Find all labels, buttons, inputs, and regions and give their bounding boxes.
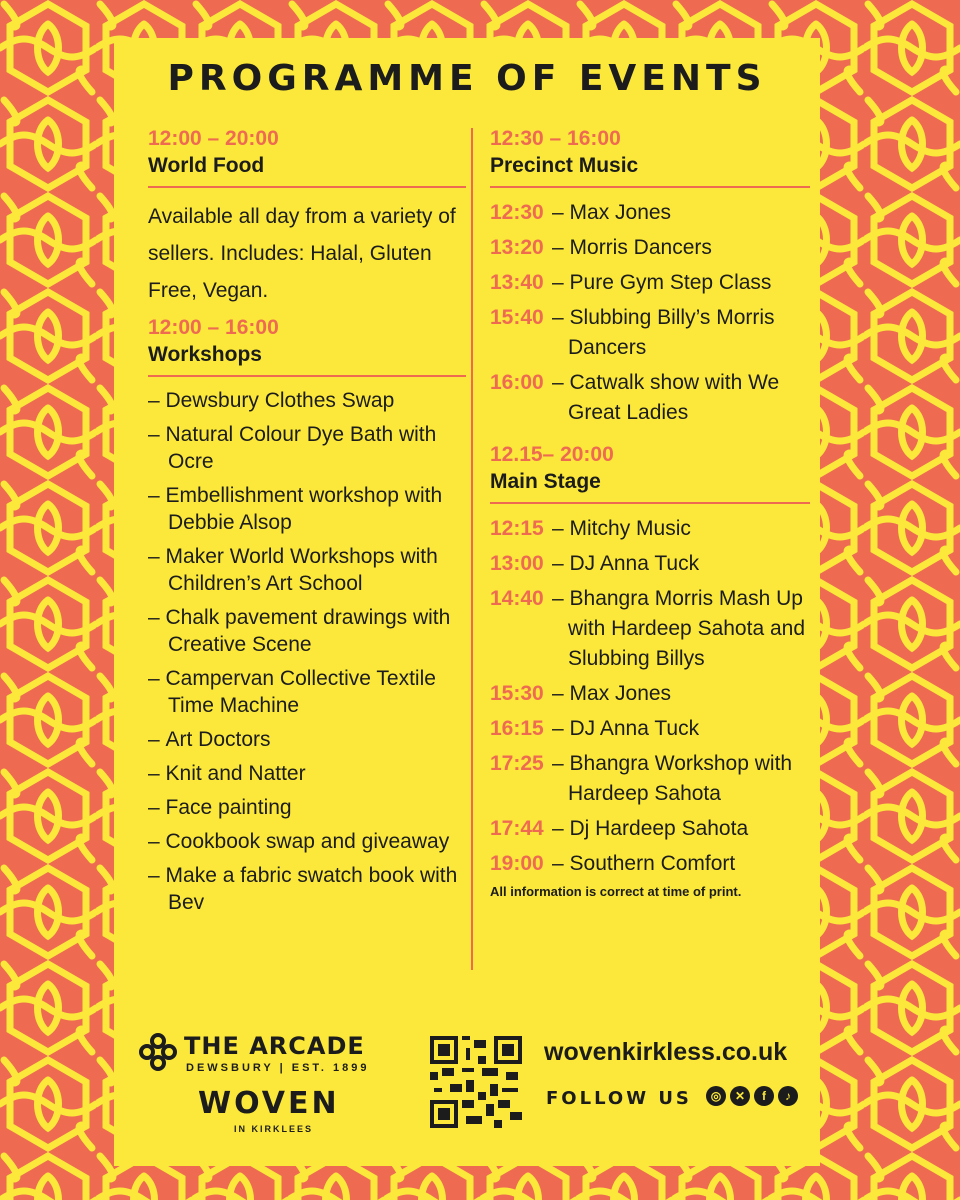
page-title: PROGRAMME OF EVENTS: [167, 58, 767, 99]
schedule-act: – Slubbing Billy’s Morris Dancers: [552, 303, 810, 363]
main-stage-heading: Main Stage: [490, 470, 601, 493]
schedule-time: 16:15: [490, 717, 544, 740]
workshop-item: – Art Doctors: [148, 726, 466, 753]
main-stage-time: 12.15– 20:00: [490, 443, 614, 466]
section-divider: [148, 375, 466, 377]
social-icons: [706, 1086, 798, 1106]
workshop-item: – Dewsbury Clothes Swap: [148, 387, 466, 414]
facebook-icon[interactable]: f: [754, 1086, 774, 1106]
schedule-time: 17:44: [490, 817, 544, 840]
world-food-description: Available all day from a variety of sellers. Includes: Halal, Gluten Free, Vegan.: [148, 205, 456, 302]
precinct-schedule: [490, 198, 810, 428]
schedule-act: – Dj Hardeep Sahota: [552, 814, 810, 844]
schedule-row: [490, 714, 810, 744]
workshop-item: – Embellishment workshop with Debbie Alsop: [148, 482, 466, 536]
arcade-emblem-icon: [138, 1032, 178, 1072]
programme-panel: [114, 38, 820, 1166]
schedule-row: [490, 303, 810, 363]
schedule-row: [490, 584, 810, 674]
schedule-row: [490, 814, 810, 844]
schedule-act: – Pure Gym Step Class: [552, 268, 810, 298]
schedule-row: [490, 233, 810, 263]
precinct-time: 12:30 – 16:00: [490, 127, 621, 150]
schedule-time: 15:40: [490, 306, 544, 329]
workshop-item: – Cookbook swap and giveaway: [148, 828, 466, 855]
schedule-row: [490, 268, 810, 298]
workshops-heading: Workshops: [148, 343, 262, 366]
arcade-subtitle: DEWSBURY | EST. 1899: [186, 1062, 370, 1074]
workshop-item: – Chalk pavement drawings with Creative Scene: [148, 604, 466, 658]
arcade-name: THE ARCADE: [184, 1032, 365, 1060]
world-food-heading: World Food: [148, 154, 265, 177]
schedule-row: [490, 198, 810, 228]
print-note: All information is correct at time of print.: [490, 884, 742, 899]
schedule-act: – DJ Anna Tuck: [552, 549, 810, 579]
schedule-time: 15:30: [490, 682, 544, 705]
left-column: [148, 126, 466, 923]
schedule-time: 17:25: [490, 752, 544, 775]
schedule-time: 13:40: [490, 271, 544, 294]
schedule-act: – Southern Comfort: [552, 849, 810, 879]
schedule-act: – Mitchy Music: [552, 514, 810, 544]
world-food-time: 12:00 – 20:00: [148, 127, 279, 150]
schedule-row: [490, 514, 810, 544]
section-divider: [148, 186, 466, 188]
schedule-act: – Morris Dancers: [552, 233, 810, 263]
workshop-item: – Knit and Natter: [148, 760, 466, 787]
schedule-act: – Bhangra Workshop with Hardeep Sahota: [552, 749, 810, 809]
schedule-row: [490, 679, 810, 709]
schedule-act: – Catwalk show with We Great Ladies: [552, 368, 810, 428]
workshops-time: 12:00 – 16:00: [148, 316, 279, 339]
workshop-item: – Face painting: [148, 794, 466, 821]
section-divider: [490, 186, 810, 188]
tiktok-icon[interactable]: ♪: [778, 1086, 798, 1106]
woven-logo: WOVEN: [198, 1086, 340, 1121]
schedule-row: [490, 749, 810, 809]
website-link[interactable]: wovenkirkless.co.uk: [544, 1038, 788, 1066]
schedule-act: – DJ Anna Tuck: [552, 714, 810, 744]
schedule-row: [490, 549, 810, 579]
precinct-heading: Precinct Music: [490, 154, 639, 177]
right-column: [490, 126, 810, 899]
main-stage-schedule: [490, 514, 810, 879]
schedule-act: – Max Jones: [552, 679, 810, 709]
schedule-time: 12:30: [490, 201, 544, 224]
woven-subtitle: IN KIRKLEES: [234, 1124, 314, 1134]
footer: [114, 1018, 820, 1158]
workshops-list: [148, 387, 466, 916]
follow-us-label: FOLLOW US: [546, 1088, 692, 1109]
schedule-time: 13:20: [490, 236, 544, 259]
workshop-item: – Maker World Workshops with Children’s Art School: [148, 543, 466, 597]
schedule-time: 12:15: [490, 517, 544, 540]
schedule-time: 16:00: [490, 371, 544, 394]
schedule-time: 14:40: [490, 587, 544, 610]
schedule-row: [490, 368, 810, 428]
schedule-act: – Bhangra Morris Mash Up with Hardeep Sahota and Slubbing Billys: [552, 584, 810, 674]
schedule-row: [490, 849, 810, 879]
workshop-item: – Natural Colour Dye Bath with Ocre: [148, 421, 466, 475]
qr-code[interactable]: [430, 1036, 522, 1128]
schedule-time: 13:00: [490, 552, 544, 575]
instagram-icon[interactable]: ◎: [706, 1086, 726, 1106]
workshop-item: – Make a fabric swatch book with Bev: [148, 862, 466, 916]
section-divider: [490, 502, 810, 504]
schedule-time: 19:00: [490, 852, 544, 875]
x-icon[interactable]: ✕: [730, 1086, 750, 1106]
workshop-item: – Campervan Collective Textile Time Machine: [148, 665, 466, 719]
column-divider: [471, 128, 473, 970]
schedule-act: – Max Jones: [552, 198, 810, 228]
